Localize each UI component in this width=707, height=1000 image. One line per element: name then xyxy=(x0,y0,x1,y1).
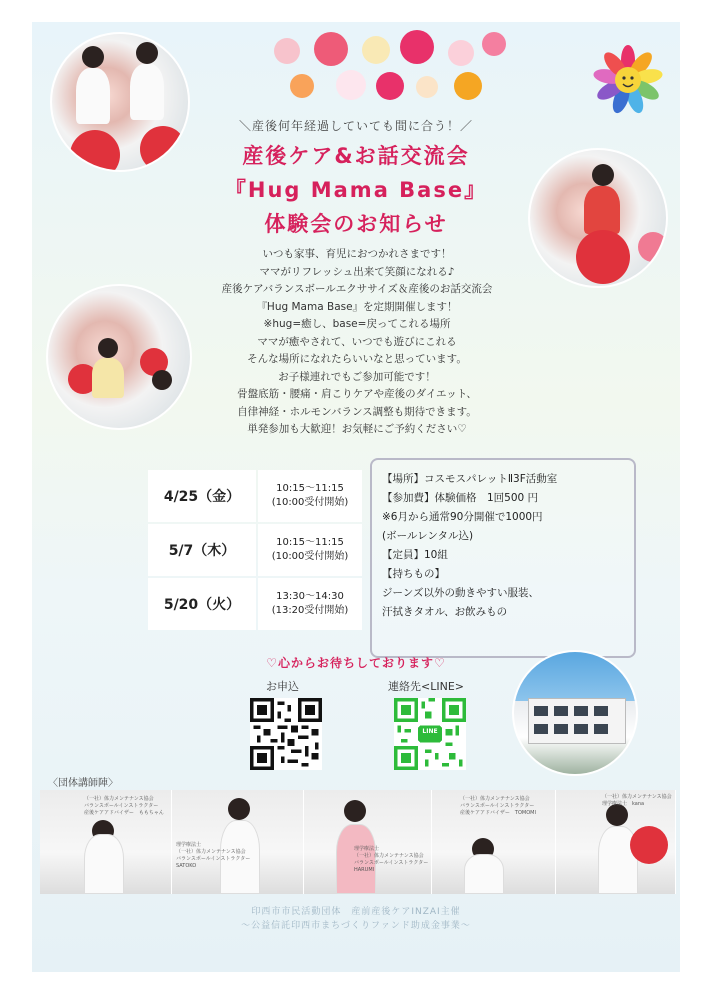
footer-grant: ～公益信託印西市まちづくりファンド助成金事業～ xyxy=(241,921,471,931)
info-line: ジーンズ以外の動きやすい服装、 xyxy=(382,587,539,599)
instructor-photo xyxy=(304,790,432,894)
schedule-time-cell xyxy=(258,578,362,630)
instructor-caption: 産後ケアアドバイザー TOMOMI xyxy=(460,810,536,816)
line-contact-label: 連絡先<LINE> xyxy=(388,680,464,693)
intro-line: ママがリフレッシュ出来て笑顔になれる♪ xyxy=(259,265,455,278)
instructor-caption: 産後ケアアドバイザー ももちゃん xyxy=(84,810,164,816)
instructor-caption: SATOKO xyxy=(176,863,197,869)
flower-decoration xyxy=(264,30,514,110)
schedule-date: 5/7（木） xyxy=(148,524,256,576)
instructor-caption: 理学療法士 xyxy=(354,846,380,852)
photo-group-session xyxy=(46,284,192,430)
instructor-caption: （一社）体力メンテナンス協会 xyxy=(460,796,530,802)
schedule-table xyxy=(148,470,362,632)
intro-line: いつも家事、育児におつかれさまです！ xyxy=(262,248,452,260)
intro-line: 単発参加も大歓迎！お気軽にご予約ください♡ xyxy=(247,423,467,435)
schedule-row xyxy=(148,524,362,578)
instructor-photos xyxy=(40,790,676,894)
info-line: ※6月から通常90分開催で1000円 xyxy=(382,511,543,523)
schedule-date: 4/25（金） xyxy=(148,470,256,522)
intro-text xyxy=(192,246,522,439)
title-line-2: 『Hug Mama Base』 xyxy=(224,178,488,202)
intro-line: そんな場所になれたらいいなと思っています。 xyxy=(247,353,467,365)
instructor-caption: HARUMI xyxy=(354,867,375,873)
photo-building xyxy=(512,650,638,776)
instructor-caption: バランスボールインストラクター xyxy=(460,803,535,809)
schedule-reception: (10:00受付開始) xyxy=(271,497,349,508)
line-badge: LINE xyxy=(422,728,438,735)
flyer-sheet xyxy=(32,22,680,972)
instructor-photo xyxy=(432,790,556,894)
instructor-caption: （一社）体力メンテナンス協会 xyxy=(354,853,424,859)
schedule-time-cell xyxy=(258,524,362,576)
info-line: 【場所】コスモスパレットⅡ3F活動室 xyxy=(382,473,558,485)
apply-qr-code[interactable] xyxy=(250,698,322,770)
intro-line: お子様連れでもご参加可能です！ xyxy=(278,370,436,383)
instructor-caption: バランスボールインストラクター xyxy=(176,856,251,862)
instructor-caption: （一社）体力メンテナンス協会 xyxy=(176,849,246,855)
schedule-row xyxy=(148,470,362,524)
schedule-time-cell xyxy=(258,470,362,522)
instructor-caption: （一社）体力メンテナンス協会 xyxy=(84,796,154,802)
title-line-3: 体験会のお知らせ xyxy=(264,212,448,236)
footer-organizer: 印西市市民活動団体 産前産後ケアINZAI主催 xyxy=(251,907,461,917)
info-line: 【持ちもの】 xyxy=(382,568,445,580)
instructor-caption: バランスボールインストラクター xyxy=(84,803,159,809)
info-line: 【参加費】体験価格 1回500 円 xyxy=(382,492,539,504)
schedule-time: 10:15～11:15 xyxy=(276,537,344,548)
instructor-photo xyxy=(172,790,304,894)
closing-message: ♡心からお待ちしております♡ xyxy=(266,656,446,670)
sun-logo-icon xyxy=(592,44,664,116)
instructor-photo xyxy=(40,790,172,894)
intro-line: 産後ケアバランスボールエクササイズ＆産後のお話交流会 xyxy=(221,283,493,295)
instructor-caption: 理学療法士 xyxy=(176,842,202,848)
team-label: 〈団体講師陣〉 xyxy=(48,778,118,789)
tagline: ＼産後何年経過していても間に合う！／ xyxy=(238,119,473,133)
intro-line: 『Hug Mama Base』を定期開催します！ xyxy=(256,300,458,313)
schedule-time: 13:30～14:30 xyxy=(276,591,344,602)
info-line: 汗拭きタオル、お飲みもの xyxy=(382,606,508,618)
intro-line: ※hug=癒し、base=戻ってこれる場所 xyxy=(263,318,451,330)
title-line-1: 産後ケア&お話交流会 xyxy=(242,144,470,168)
intro-line: 骨盤底筋・腰痛・肩こりケアや産後のダイエット、 xyxy=(237,388,477,400)
schedule-reception: (10:00受付開始) xyxy=(271,551,349,562)
schedule-row xyxy=(148,578,362,632)
instructor-caption: 理学療法士 kana xyxy=(602,801,645,807)
apply-label: お申込 xyxy=(266,680,299,693)
info-line: 【定員】10組 xyxy=(382,549,448,561)
schedule-date: 5/20（火） xyxy=(148,578,256,630)
info-line: (ボールレンタル込) xyxy=(382,530,474,542)
instructor-caption: バランスボールインストラクター xyxy=(354,860,429,866)
instructor-caption: （一社）体力メンテナンス協会 xyxy=(602,794,672,800)
event-info-box xyxy=(370,458,636,658)
intro-line: ママが癒やされて、いつでも遊びにこれる xyxy=(257,335,457,348)
schedule-time: 10:15～11:15 xyxy=(276,483,344,494)
instructor-photo xyxy=(556,790,676,894)
schedule-reception: (13:20受付開始) xyxy=(271,605,349,616)
intro-line: 自律神経・ホルモンバランス調整も期待できます。 xyxy=(237,405,477,418)
